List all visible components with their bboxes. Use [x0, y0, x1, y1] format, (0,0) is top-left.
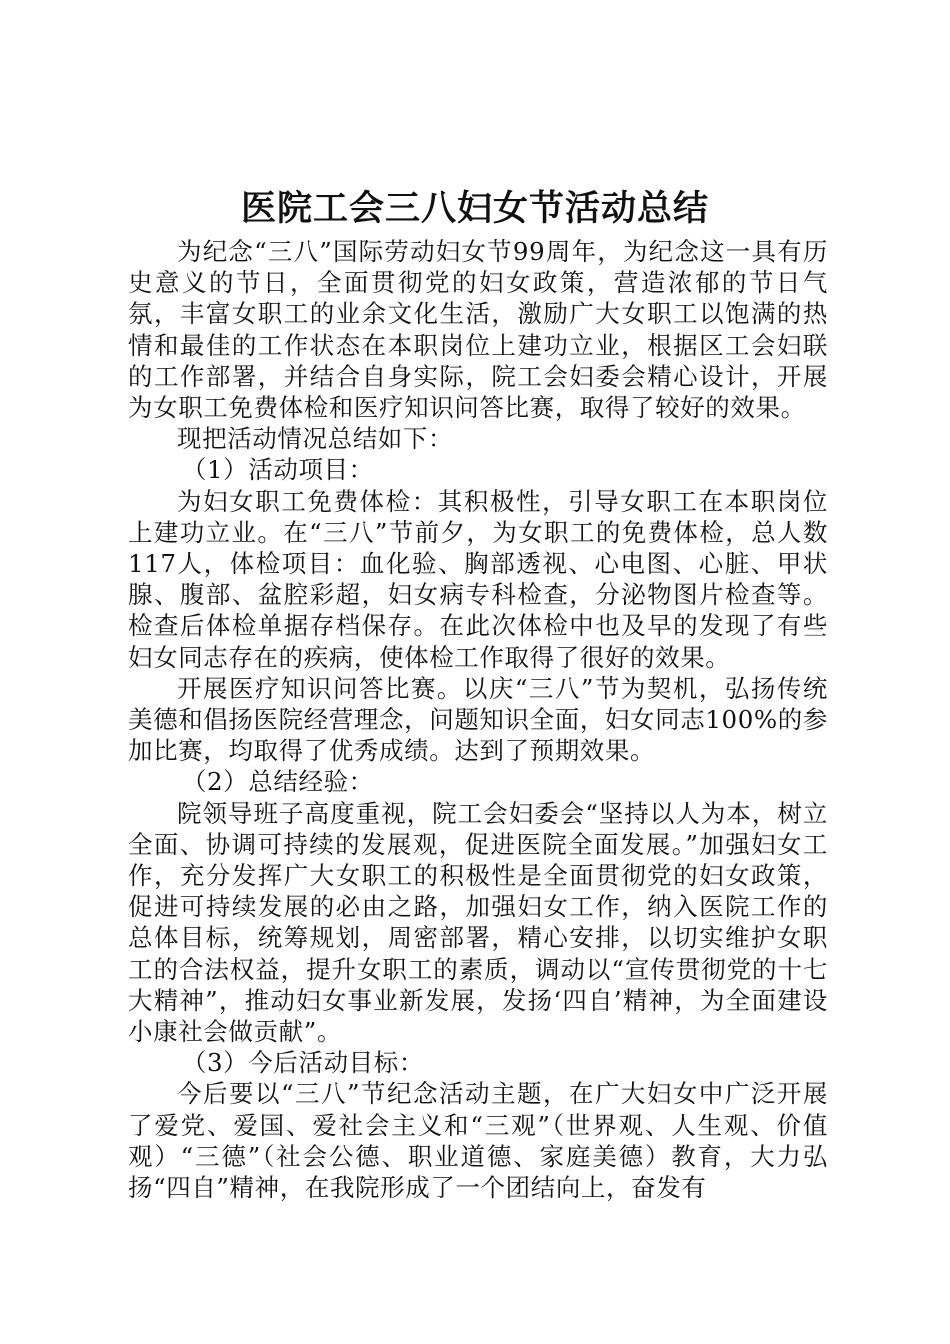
document-title: 医院工会三八妇女节活动总结 — [240, 188, 709, 229]
paragraph-free-checkup: 为妇女职工免费体检：其积极性，引导女职工在本职岗位上建功立业。在“三八”节前夕，为女职工的免费体检，总人数117人，体检项目：血化验、胸部透视、心电图、心脏、甲状腺、腹部、盆腔彩超，妇女病专科检查，分泌物图片检查等。检查后体检单据存档保存。在此次体检中也及早的发现了有些妇女同志存在的疾病，使体检工作取得了很好的效果。 — [128, 486, 828, 672]
section-heading-experience: （2）总结经验： — [181, 767, 374, 797]
section-heading-activities: （1）活动项目： — [181, 455, 374, 485]
paragraph-quiz-contest: 开展医疗知识问答比赛。以庆“三八”节为契机，弘扬传统美德和倡扬医院经营理念，问题知识全面，妇女同志100%的参加比赛，均取得了优秀成绩。达到了预期效果。 — [128, 673, 828, 766]
section-heading-future-goals: （3）今后活动目标： — [181, 1048, 424, 1078]
paragraph-experience: 院领导班子高度重视，院工会妇委会“坚持以人为本，树立全面、协调可持续的发展观，促进医院全面发展。”加强妇女工作，充分发挥广大女职工的积极性是全面贯彻党的妇女政策，促进可持续发展的必由之路，加强妇女工作，纳入医院工作的总体目标，统筹规划，周密部署，精心安排，以切实维护女职工的合法权益，提升女职工的素质，调动以“宣传贯彻党的十七大精神”，推动妇女事业新发展，发扬‘四自’精神，为全面建设小康社会做贡献”。 — [128, 798, 828, 1047]
document-body — [128, 236, 828, 1203]
paragraph-future-goals: 今后要以“三八”节纪念活动主题，在广大妇女中广泛开展了爱党、爱国、爱社会主义和“三观”（世界观、人生观、价值观）“三德”（社会公德、职业道德、家庭美德）教育，大力弘扬“四自”精神，在我院形成了一个团结向上，奋发有 — [128, 1079, 828, 1203]
paragraph-intro: 为纪念“三八”国际劳动妇女节99周年，为纪念这一具有历史意义的节日，全面贯彻党的妇女政策，营造浓郁的节日气氛，丰富女职工的业余文化生活，激励广大女职工以饱满的热情和最佳的工作状态在本职岗位上建功立业，根据区工会妇联的工作部署，并结合自身实际，院工会妇委会精心设计，开展为女职工免费体检和医疗知识问答比赛，取得了较好的效果。 — [128, 237, 828, 423]
paragraph-summary-lead: 现把活动情况总结如下： — [177, 424, 454, 454]
